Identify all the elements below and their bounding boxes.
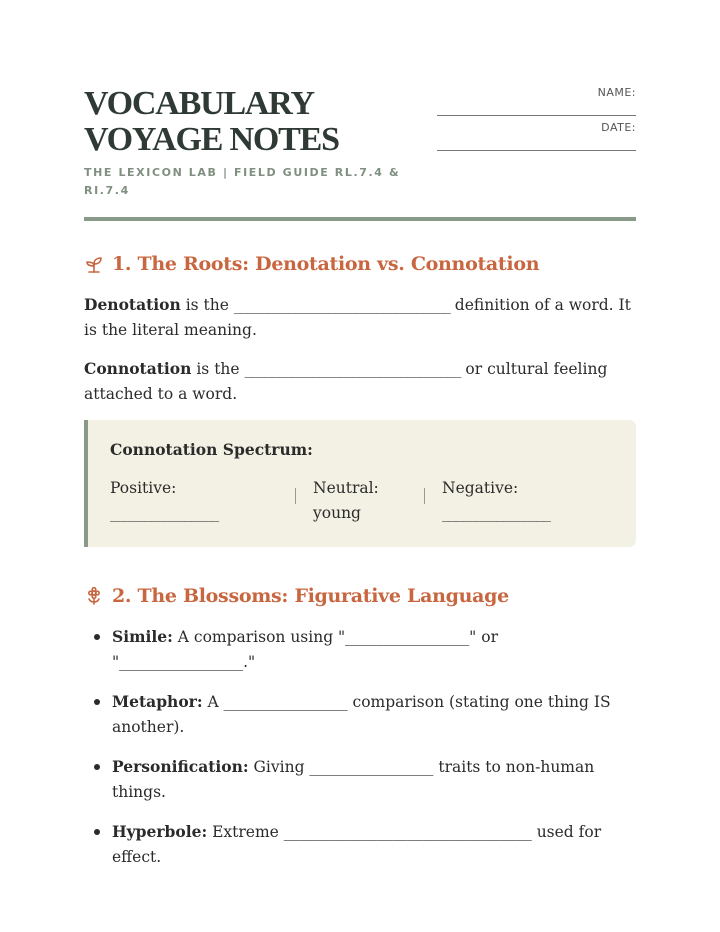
name-line [437, 115, 636, 116]
header [84, 86, 636, 200]
spectrum-positive [110, 476, 290, 526]
spectrum-divider-1 [295, 488, 296, 504]
metaphor-text: A ________________ comparison (stating one thing IS another). [112, 693, 611, 736]
personification-term: Personification: [112, 757, 249, 776]
metaphor-term: Metaphor: [112, 692, 203, 711]
spectrum-divider-2 [424, 488, 425, 504]
sprout-icon [84, 254, 104, 274]
simile-text: A comparison using "________________" or "________________." [112, 628, 498, 671]
denotation-post: definition of a word. It is the literal meaning. [84, 296, 631, 339]
section-1-heading [84, 253, 539, 275]
list-item-simile [84, 624, 636, 675]
neutral-label: Neutral: [313, 479, 379, 497]
date-line [437, 150, 636, 151]
denotation-term: Denotation [84, 295, 181, 314]
positive-label: Positive: [110, 479, 177, 497]
connotation-spectrum-box [84, 420, 636, 547]
date-field[interactable] [437, 121, 636, 156]
spectrum-negative [442, 476, 622, 526]
connotation-post: or cultural feeling attached to a word. [84, 360, 608, 403]
hyperbole-text: Extreme ________________________________ used for effect. [112, 823, 602, 866]
spectrum-title: Connotation Spectrum: [110, 440, 313, 459]
figurative-language-list [84, 624, 636, 884]
section-1-title: 1. The Roots: Denotation vs. Connotation [112, 253, 540, 275]
positive-blank[interactable]: ________________ [110, 504, 218, 522]
section-2-title: 2. The Blossoms: Figurative Language [112, 585, 509, 607]
header-divider [84, 217, 636, 221]
name-label: NAME: [597, 86, 636, 99]
date-label: DATE: [601, 121, 636, 134]
list-item-hyperbole [84, 819, 636, 870]
connotation-blank[interactable]: ________________________________ [244, 360, 461, 378]
name-field[interactable] [437, 86, 636, 121]
list-item-personification [84, 754, 636, 805]
student-fields [437, 86, 636, 156]
simile-term: Simile: [112, 627, 173, 646]
denotation-definition [84, 292, 636, 343]
connotation-definition [84, 356, 636, 407]
personification-text: Giving ________________ traits to non-human things. [112, 758, 595, 801]
denotation-blank[interactable]: ________________________________ [233, 296, 450, 314]
negative-label: Negative: [442, 479, 519, 497]
neutral-value: young [313, 504, 361, 522]
negative-blank[interactable]: ________________ [442, 504, 550, 522]
connotation-pre: is the [191, 360, 245, 378]
hyperbole-term: Hyperbole: [112, 822, 208, 841]
page-subtitle: THE LEXICON LAB | FIELD GUIDE RL.7.4 & RI.7.4 [84, 166, 401, 197]
section-2-heading [84, 585, 509, 607]
denotation-pre: is the [180, 296, 234, 314]
spectrum-neutral [313, 476, 413, 526]
flower-icon [84, 586, 104, 606]
page-title: VOCABULARY VOYAGE NOTES [84, 85, 339, 158]
connotation-term: Connotation [84, 359, 192, 378]
list-item-metaphor [84, 689, 636, 740]
